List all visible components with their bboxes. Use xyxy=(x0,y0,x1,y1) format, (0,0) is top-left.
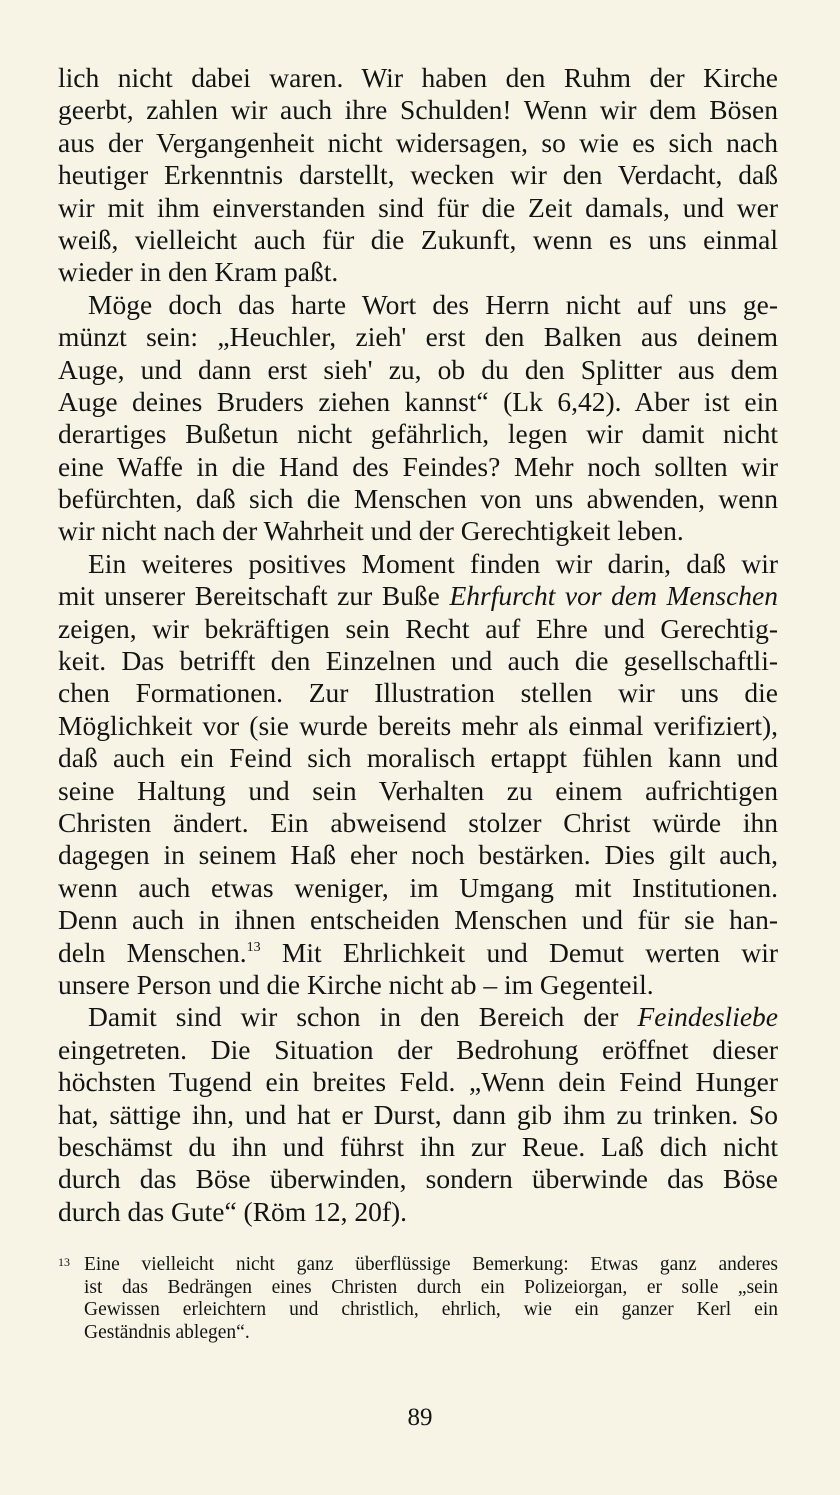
text-line: Möge doch das harte Wort des Herrn nicht auf uns ge- xyxy=(88,288,778,320)
text-line: wir mit ihm einverstanden sind für die Zeit damals, und wer xyxy=(58,191,778,223)
text-line: lich nicht dabei waren. Wir haben den Ruhm der Kirche xyxy=(58,62,778,93)
text-line: keit. Das betrifft den Einzelnen und auch die gesellschaftli- xyxy=(58,645,778,677)
footnote-line: ist das Bedrängen eines Christen durch ein Polizeiorgan, er solle „sein xyxy=(84,1276,778,1298)
text-line: dagegen in seinem Haß eher noch bestärken. Dies gilt auch, xyxy=(58,839,778,871)
text-line: Auge, und dann erst sieh' zu, ob du den Splitter aus dem xyxy=(58,353,778,385)
emphasis-text: Feindesliebe xyxy=(637,1001,778,1033)
text-line: münzt sein: „Heuchler, zieh' erst den Balken aus deinem xyxy=(58,321,778,353)
footnote-reference: 13 xyxy=(246,939,261,955)
text-line: durch das Böse überwinden, sondern überwinde das Böse xyxy=(58,1163,778,1195)
text-line: daß auch ein Feind sich moralisch ertappt fühlen kann und xyxy=(58,742,778,774)
text-line: höchsten Tugend ein breites Feld. „Wenn dein Feind Hunger xyxy=(58,1066,778,1098)
text-line: Denn auch in ihnen entscheiden Menschen und für sie han- xyxy=(58,904,778,936)
text-line: Auge deines Bruders ziehen kannst“ (Lk 6,42). Aber ist ein xyxy=(58,385,778,417)
text-line: seine Haltung und sein Verhalten zu einem aufrichtigen xyxy=(58,774,778,806)
text-line: eingetreten. Die Situation der Bedrohung eröffnet dieser xyxy=(58,1033,778,1065)
text-line: derartiges Bußetun nicht gefährlich, legen wir damit nicht xyxy=(58,418,778,450)
footnote-line: Geständnis ablegen“. xyxy=(84,1321,250,1343)
text-line: Damit sind wir schon in den Bereich der Feindesliebe xyxy=(88,1001,778,1033)
text-line: beschämst du ihn und führst ihn zur Reue. Laß dich nicht xyxy=(58,1130,778,1162)
text-line: geerbt, zahlen wir auch ihre Schulden! Wenn wir dem Bösen xyxy=(58,94,778,126)
page-number: 89 xyxy=(407,1404,433,1431)
text-line: wieder in den Kram paßt. xyxy=(58,256,339,288)
text-line: Christen ändert. Ein abweisend stolzer Christ würde ihn xyxy=(58,806,778,838)
text-line: durch das Gute“ (Röm 12, 20f). xyxy=(58,1195,408,1227)
text-line: aus der Vergangenheit nicht widersagen, so wie es sich nach xyxy=(58,126,778,158)
text-line: deln Menschen.$^{13}$ Mit Ehrlichkeit und Demut werten wir xyxy=(58,936,778,968)
footnote xyxy=(58,1254,778,1344)
text-line: Ein weiteres positives Moment finden wir darin, daß wir xyxy=(88,547,778,579)
text-line: chen Formationen. Zur Illustration stellen wir uns die xyxy=(58,677,778,709)
footnote-marker: 13 xyxy=(58,1255,70,1269)
text-line: befürchten, daß sich die Menschen von uns abwenden, wenn xyxy=(58,483,778,515)
text-line: hat, sättige ihn, und hat er Durst, dann gib ihm zu trinken. So xyxy=(58,1098,778,1130)
text-line: heutiger Erkenntnis darstellt, wecken wir den Verdacht, daß xyxy=(58,159,778,191)
text-line: wir nicht nach der Wahrheit und der Gerechtigkeit leben. xyxy=(58,515,684,547)
text-line: unsere Person und die Kirche nicht ab – im Gegenteil. xyxy=(58,968,654,1000)
footnote-line: 13 Eine vielleicht nicht ganz überflüssige Bemerkung: Etwas ganz anderes xyxy=(58,1254,778,1277)
text-line: Möglichkeit vor (sie wurde bereits mehr als einmal verifiziert), xyxy=(58,709,778,741)
text-line: weiß, vielleicht auch für die Zukunft, wenn es uns einmal xyxy=(58,223,778,255)
page-body xyxy=(58,62,778,1228)
text-line: zeigen, wir bekräftigen sein Recht auf Ehre und Gerechtig- xyxy=(58,612,778,644)
text-line: wenn auch etwas weniger, im Umgang mit Institutionen. xyxy=(58,871,778,903)
text-line: mit unserer Bereitschaft zur Buße Ehrfurcht vor dem Menschen xyxy=(58,580,778,612)
footnote-line: Gewissen erleichtern und christlich, ehrlich, wie ein ganzer Kerl ein xyxy=(84,1299,778,1321)
emphasis-text: Ehrfurcht vor dem Menschen xyxy=(449,580,778,612)
text-line: eine Waffe in die Hand des Feindes? Mehr noch sollten wir xyxy=(58,450,778,482)
